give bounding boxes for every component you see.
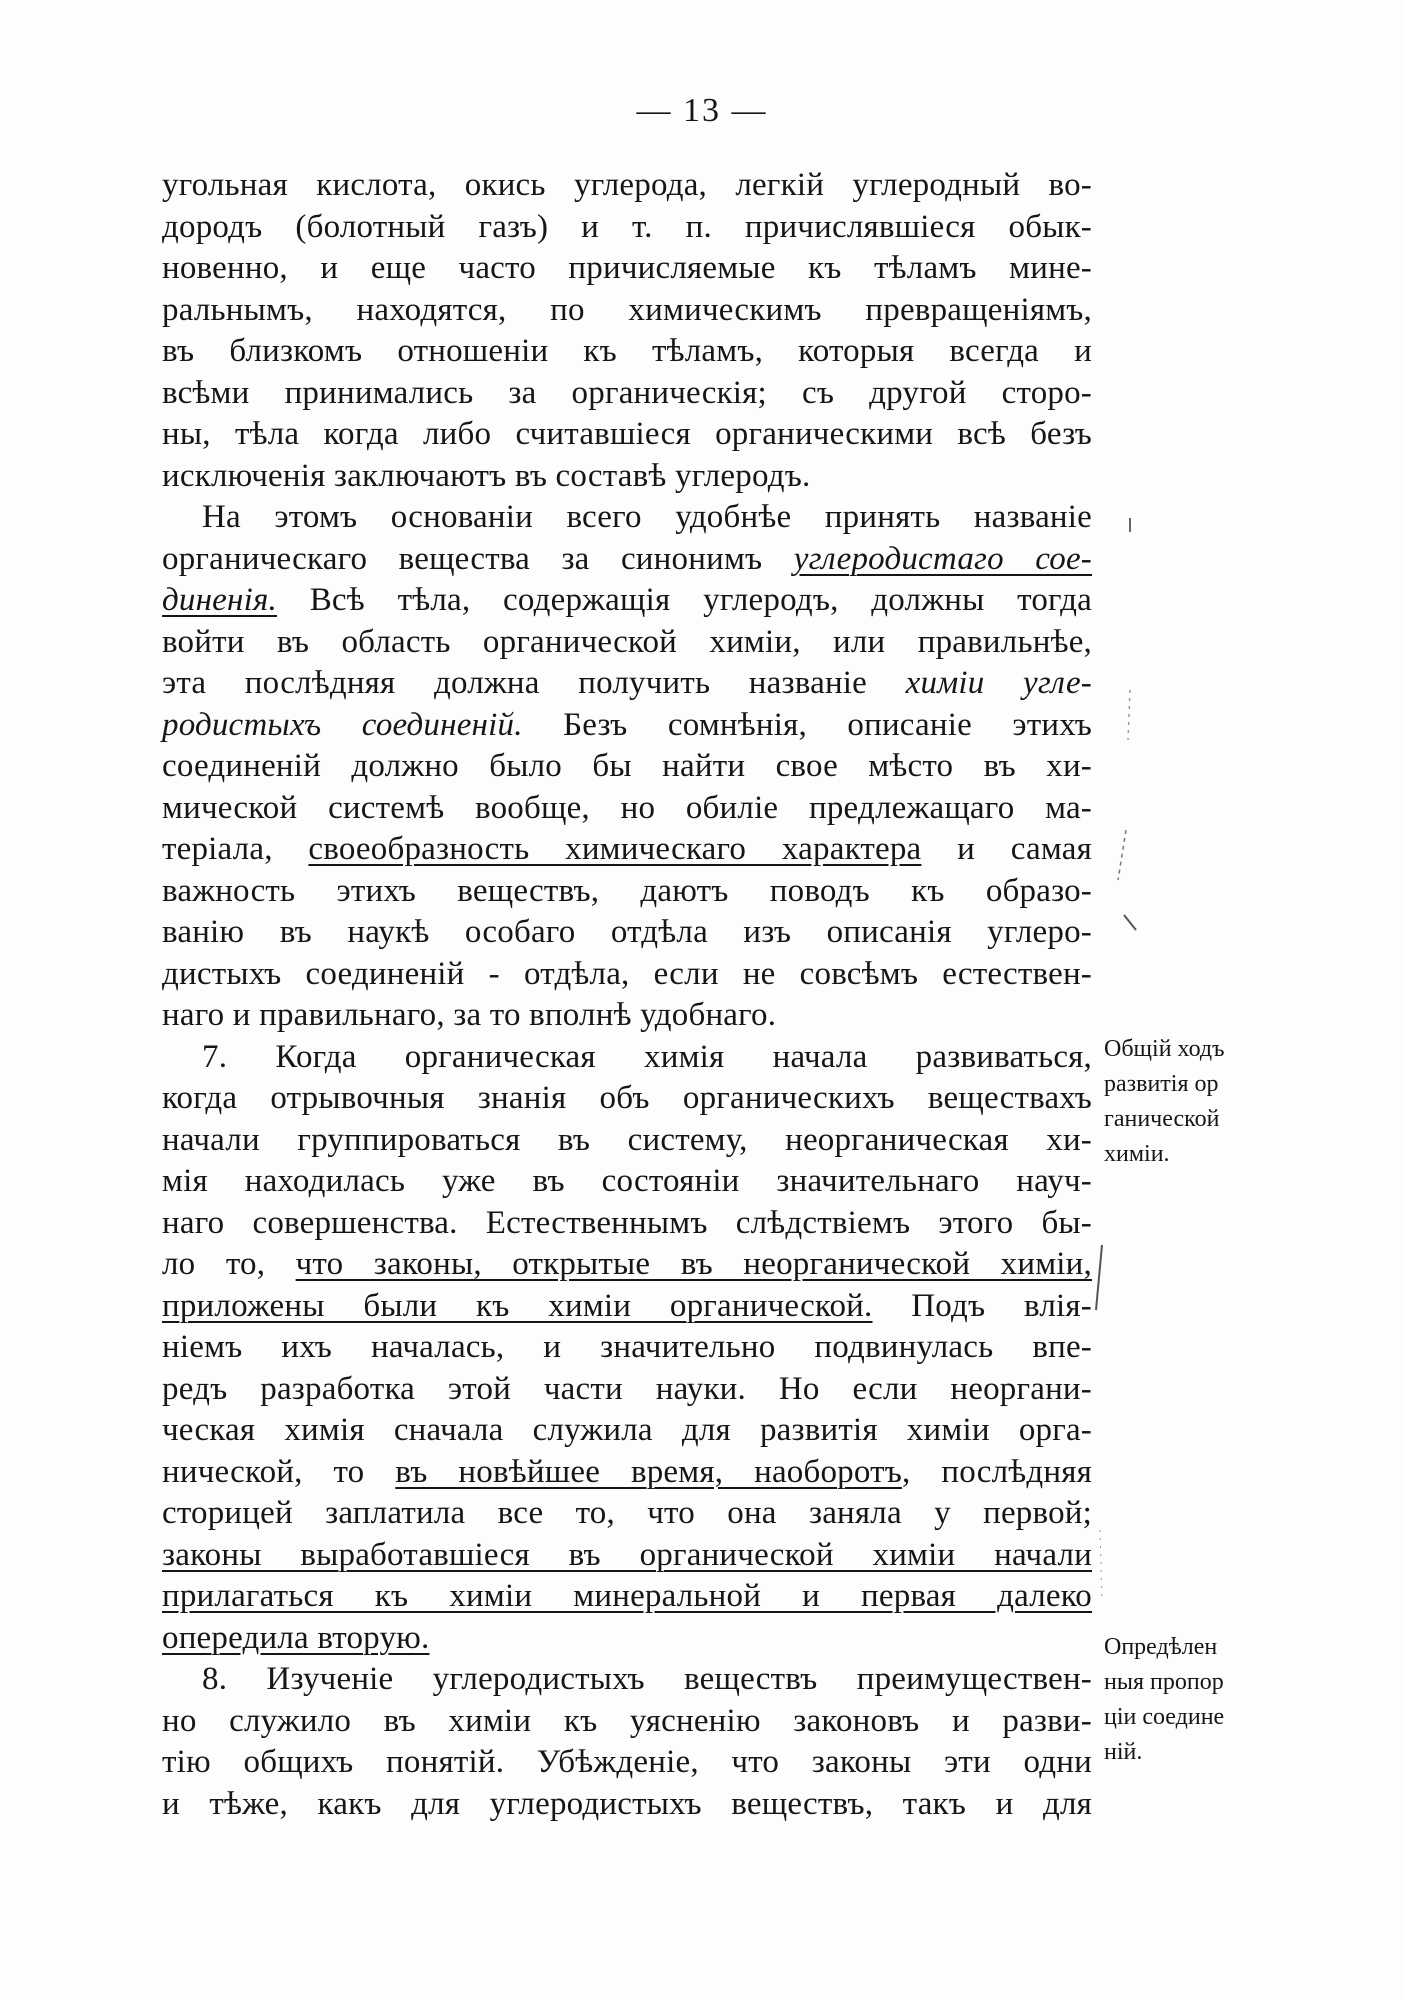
text-line: [162, 580, 1092, 622]
underlined-phrase: приложены были къ химіи органической.: [162, 1287, 873, 1324]
pencil-tick: [1128, 690, 1130, 740]
text-line: наго совершенства. Естественнымъ слѣдствіемъ этого бы-: [162, 1204, 1092, 1241]
text-span: , послѣдняя: [902, 1453, 1093, 1490]
margin-note-line: Общій ходъ: [1104, 1036, 1225, 1062]
italic-term: углеродистаго сое-: [793, 540, 1092, 577]
underlined-phrase: что законы, открытые въ неорганической химіи,: [295, 1246, 1092, 1282]
text-line: На этомъ основаніи всего удобнѣе принять названіе: [202, 499, 1092, 535]
text-line: угольная кислота, окись углерода, легкій углеродный во-: [162, 167, 1092, 203]
paragraph-section-8: [162, 1659, 1092, 1825]
text-line: въ близкомъ отношеніи къ тѣламъ, которыя всегда и: [162, 333, 1092, 369]
text-line: ны, тѣла когда либо считавшіеся органическими всѣ безъ: [162, 416, 1092, 452]
text-line: тію общихъ понятій. Убѣжденіе, что законы эти одни: [162, 1744, 1092, 1780]
text-line: ніемъ ихъ началась, и значительно подвинулась впе-: [162, 1329, 1092, 1365]
text-line: ральнымъ, находятся, по химическимъ превращеніямъ,: [162, 291, 1092, 328]
text-line: наго и правильнаго, за то вполнѣ удобнаго.: [162, 997, 777, 1033]
text-line: всѣми принимались за органическія; съ другой сторо-: [162, 374, 1092, 411]
pencil-tick: [1124, 915, 1136, 930]
text-line: исключенія заключаютъ въ составѣ углеродъ.: [162, 457, 811, 494]
margin-note-line: ціи соедине: [1104, 1704, 1225, 1730]
text-line: [162, 1244, 1092, 1286]
text-line: [162, 539, 1092, 581]
text-line: [162, 1452, 1092, 1494]
underlined-phrase: своеобразность химическаго характера: [308, 831, 922, 867]
text-line: [162, 663, 1092, 705]
italic-term: химіи угле-: [905, 665, 1092, 701]
text-line: дистыхъ соединеній - отдѣла, если не совсѣмъ естествен-: [162, 955, 1092, 992]
text-line: ванію въ наукѣ особаго отдѣла изъ описанія углеро-: [162, 914, 1092, 950]
underlined-phrase: въ новѣйшее время, наоборотъ: [395, 1453, 903, 1490]
text-line: редъ разработка этой части науки. Но если неоргани-: [162, 1370, 1092, 1407]
text-line: дородъ (болотный газъ) и т. п. причислявшіеся обык-: [162, 208, 1092, 245]
pencil-tick: [1096, 1245, 1102, 1310]
text-span: эта послѣдняя должна получить названіе: [162, 665, 906, 701]
text-line: начали группироваться въ систему, неорганическая хи-: [162, 1121, 1092, 1158]
main-text: [162, 165, 1092, 1825]
margin-note-line: химіи.: [1104, 1141, 1170, 1167]
margin-note-line: развитія ор: [1104, 1071, 1219, 1097]
text-line: 7. Когда органическая химія начала развиваться,: [202, 1038, 1092, 1075]
text-span: Подъ влія-: [872, 1287, 1092, 1324]
paragraph-section-7: [162, 1037, 1092, 1660]
text-line: [162, 705, 1092, 747]
text-line: соединеній должно было бы найти свое мѣсто въ хи-: [162, 748, 1092, 784]
text-line: законы выработавшіеся въ органической химіи начали: [162, 1536, 1092, 1573]
margin-note-definite-proportions: [1104, 1630, 1254, 1770]
text-line: 8. Изученіе углеродистыхъ веществъ преимуществен-: [202, 1661, 1092, 1697]
paragraph-carbon-compounds: [162, 497, 1092, 1037]
text-line: ческая химія сначала служила для развитія химіи орга-: [162, 1412, 1092, 1448]
italic-term: родистыхъ соединеній.: [162, 706, 523, 743]
text-span: органическаго вещества за синонимъ: [162, 540, 794, 577]
margin-note-line: ній.: [1104, 1739, 1143, 1765]
text-line: [162, 829, 1092, 871]
italic-term: диненія.: [162, 582, 277, 618]
text-span: Всѣ тѣла, содержащія углеродъ, должны тогда: [276, 582, 1092, 618]
margin-note-line: ганической: [1104, 1106, 1220, 1132]
margin-note-general-course: [1104, 1032, 1254, 1172]
text-line: опередила вторую.: [162, 1619, 430, 1656]
text-line: мія находилась уже въ состояніи значительнаго науч-: [162, 1163, 1092, 1199]
pencil-tick: [1118, 830, 1126, 880]
text-line: прилагаться къ химіи минеральной и первая далеко: [162, 1578, 1092, 1614]
text-line: новенно, и еще часто причисляемые къ тѣламъ мине-: [162, 250, 1092, 286]
text-line: сторицей заплатила все то, что она заняла у первой;: [162, 1495, 1092, 1531]
page-number: — 13 —: [636, 92, 768, 129]
text-span: Безъ сомнѣнія, описаніе этихъ: [522, 706, 1092, 743]
paragraph-continuation: [162, 165, 1092, 497]
margin-note-line: ныя пропор: [1104, 1669, 1224, 1695]
text-line: важность этихъ веществъ, даютъ поводъ къ образо-: [162, 872, 1092, 909]
text-line: [162, 1286, 1092, 1328]
text-span: теріала,: [162, 831, 309, 867]
text-span: и самая: [921, 831, 1092, 867]
text-span: ло то,: [162, 1246, 296, 1282]
margin-note-line: Опредѣлен: [1104, 1634, 1218, 1660]
text-line: мической системѣ вообще, но обиліе предлежащаго ма-: [162, 789, 1092, 826]
text-line: когда отрывочныя знанія объ органическихъ веществахъ: [162, 1080, 1092, 1116]
pencil-tick: [1100, 1530, 1102, 1600]
text-span: нической, то: [162, 1453, 396, 1490]
text-line: но служило въ химіи къ уясненію законовъ и разви-: [162, 1702, 1092, 1739]
text-line: войти въ область органической химіи, или правильнѣе,: [162, 623, 1092, 660]
text-line: и тѣже, какъ для углеродистыхъ веществъ, такъ и для: [162, 1785, 1092, 1822]
